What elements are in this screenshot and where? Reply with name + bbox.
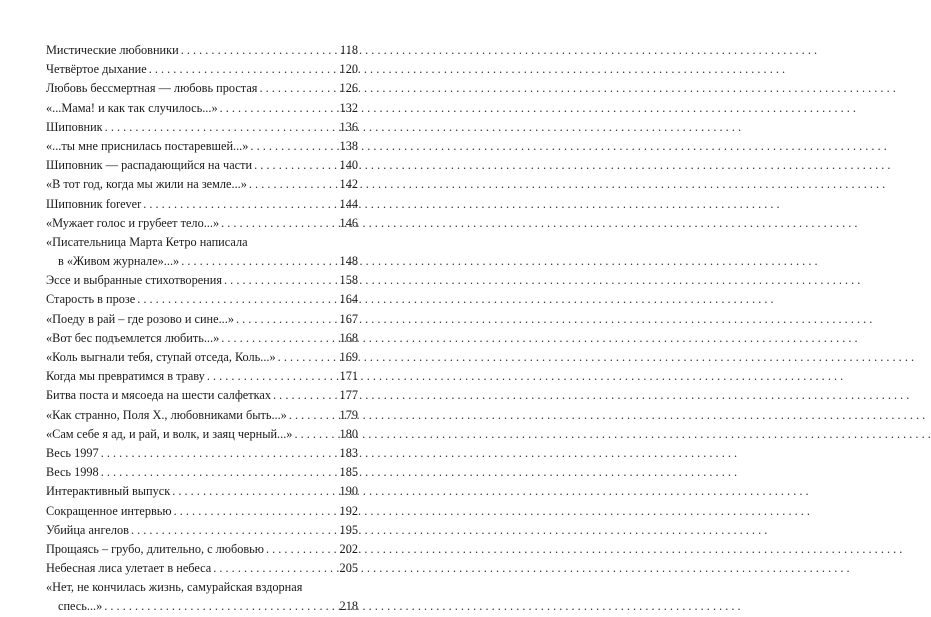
toc-entry-page: 190	[339, 484, 358, 499]
dot-leader	[224, 271, 338, 290]
toc-entry-page: 140	[339, 158, 358, 173]
toc-entry-page: 202	[339, 541, 358, 556]
toc-entry-page: 164	[339, 292, 358, 307]
toc-entry-title: «Сам себе я ад, и рай, и волк, и заяц черный...»	[46, 426, 293, 441]
toc-entry[interactable]	[46, 79, 358, 98]
toc-entry[interactable]	[46, 156, 358, 175]
dot-leader	[220, 99, 338, 118]
toc-entry-title: Мистические любовники	[46, 43, 179, 57]
toc-entry[interactable]	[46, 118, 358, 137]
dot-leader	[213, 559, 337, 578]
toc-entry-page: 218	[339, 599, 358, 614]
toc-entry-title: Сокращенное интервью	[46, 503, 172, 518]
dot-leader	[249, 175, 338, 194]
toc-entry[interactable]	[46, 60, 358, 79]
toc-entry-title-continuation: спесь...»	[58, 599, 103, 614]
dot-leader	[221, 214, 337, 233]
toc-entry-page: 179	[339, 407, 358, 422]
toc-entry-title: Убийца ангелов	[46, 522, 129, 537]
toc-entry-title: Небесная лиса улетает в небеса	[46, 561, 212, 576]
toc-entry-page: 192	[339, 503, 358, 518]
toc-entry[interactable]	[46, 348, 358, 367]
table-of-contents	[46, 41, 358, 617]
toc-entry-page: 146	[339, 215, 358, 230]
toc-entry-title: Шиповник forever	[46, 196, 142, 211]
toc-entry-title: Битва поста и мясоеда на шести салфетках	[46, 388, 272, 403]
toc-entry[interactable]	[46, 502, 358, 521]
toc-entry-title: «Мужает голос и грубеет тело...»	[46, 215, 220, 230]
toc-entry-page: 168	[339, 330, 358, 345]
dot-leader	[273, 386, 338, 405]
toc-entry[interactable]	[46, 444, 358, 463]
toc-entry[interactable]	[46, 310, 358, 329]
toc-entry[interactable]	[46, 175, 358, 194]
dot-leader	[181, 41, 338, 60]
toc-entry-page: 138	[339, 138, 358, 153]
toc-entry-page: 158	[339, 273, 358, 288]
dot-leader	[294, 425, 337, 444]
toc-entry[interactable]	[46, 252, 358, 271]
toc-entry-title: Весь 1997	[46, 445, 99, 460]
toc-entry[interactable]	[46, 425, 358, 444]
toc-entry-title-line: «Нет, не кончилась жизнь, самурайская вздорная	[46, 580, 303, 595]
toc-entry[interactable]	[46, 406, 358, 425]
toc-entry[interactable]	[46, 290, 358, 309]
toc-entry[interactable]	[46, 99, 358, 118]
dot-leader	[266, 540, 338, 559]
toc-entry[interactable]	[46, 367, 358, 386]
toc-entry-title: Шиповник	[46, 119, 103, 134]
toc-entry-page: 167	[339, 311, 358, 326]
toc-entry-page: 183	[339, 445, 358, 460]
toc-entry-page: 120	[339, 62, 358, 77]
toc-entry-page: 185	[339, 465, 358, 480]
toc-entry-title-continuation: в «Живом журнале»...»	[58, 254, 180, 269]
toc-entry-page: 180	[339, 426, 358, 441]
dot-leader	[105, 118, 338, 137]
toc-entry-title: «В тот год, когда мы жили на земле...»	[46, 177, 247, 192]
toc-entry[interactable]	[46, 137, 358, 156]
dot-leader	[278, 348, 338, 367]
dot-leader	[101, 444, 338, 463]
toc-entry-page: 169	[339, 350, 358, 364]
toc-entry-page: 171	[339, 369, 358, 384]
toc-entry-page: 177	[339, 388, 358, 403]
toc-entry-page: 142	[339, 177, 358, 192]
dot-leader	[174, 502, 338, 521]
toc-entry-page: 132	[339, 100, 358, 115]
toc-entry[interactable]	[46, 195, 358, 214]
toc-entry-page: 148	[339, 254, 358, 269]
dot-leader	[137, 290, 337, 309]
toc-entry-page: 136	[339, 119, 358, 134]
toc-entry-page: 118	[340, 43, 358, 57]
dot-leader	[172, 482, 337, 501]
dot-leader	[143, 195, 337, 214]
dot-leader	[221, 329, 337, 348]
toc-entry-title: Интерактивный выпуск	[46, 484, 171, 499]
toc-entry[interactable]	[46, 329, 358, 348]
dot-leader	[289, 406, 338, 425]
toc-entry-title: Эссе и выбранные стихотворения	[46, 273, 223, 288]
toc-entry[interactable]	[46, 482, 358, 501]
toc-entry[interactable]	[46, 463, 358, 482]
toc-entry-title: Весь 1998	[46, 465, 99, 480]
toc-entry[interactable]	[46, 597, 358, 616]
toc-entry-title: «Коль выгнали тебя, ступай отседа, Коль...»	[46, 350, 276, 364]
toc-entry[interactable]	[46, 559, 358, 578]
toc-entry-title: «Как странно, Поля Х., любовниками быть...»	[46, 407, 287, 422]
toc-entry-title: Шиповник — распадающийся на части	[46, 158, 253, 173]
toc-entry[interactable]	[46, 540, 358, 559]
toc-entry-title-line: «Писательница Марта Кетро написала	[46, 234, 248, 249]
dot-leader	[149, 60, 338, 79]
toc-entry[interactable]	[46, 271, 358, 290]
dot-leader	[104, 597, 337, 616]
dot-leader	[101, 463, 338, 482]
toc-entry-page: 126	[339, 81, 358, 96]
toc-entry-title: Старость в прозе	[46, 292, 136, 307]
toc-entry-title: «Вот бес подъемлется любить...»	[46, 330, 220, 345]
toc-entry-title: «...ты мне приснилась постаревшей...»	[46, 138, 249, 153]
toc-entry[interactable]	[46, 41, 358, 60]
toc-entry-title: Четвёртое дыхание	[46, 62, 147, 77]
toc-entry[interactable]	[46, 214, 358, 233]
dot-leader	[250, 137, 337, 156]
dot-leader	[259, 79, 337, 98]
toc-entry-title: «Поеду в рай – где розово и сине...»	[46, 311, 234, 326]
toc-entry-title: Когда мы превратимся в траву	[46, 369, 205, 384]
toc-entry-page: 144	[339, 196, 358, 211]
toc-entry-page: 195	[339, 522, 358, 537]
toc-entry-title: «...Мама! и как так случилось...»	[46, 100, 218, 115]
dot-leader	[131, 521, 338, 540]
toc-entry[interactable]	[46, 521, 358, 540]
toc-entry-title: Прощаясь – грубо, длительно, с любовью	[46, 541, 264, 556]
dot-leader	[207, 367, 338, 386]
toc-entry[interactable]	[46, 386, 358, 405]
dot-leader	[236, 310, 338, 329]
dot-leader	[181, 252, 337, 271]
toc-entry-title: Любовь бессмертная — любовь простая	[46, 81, 258, 96]
toc-entry-page: 205	[339, 561, 358, 576]
dot-leader	[254, 156, 337, 175]
